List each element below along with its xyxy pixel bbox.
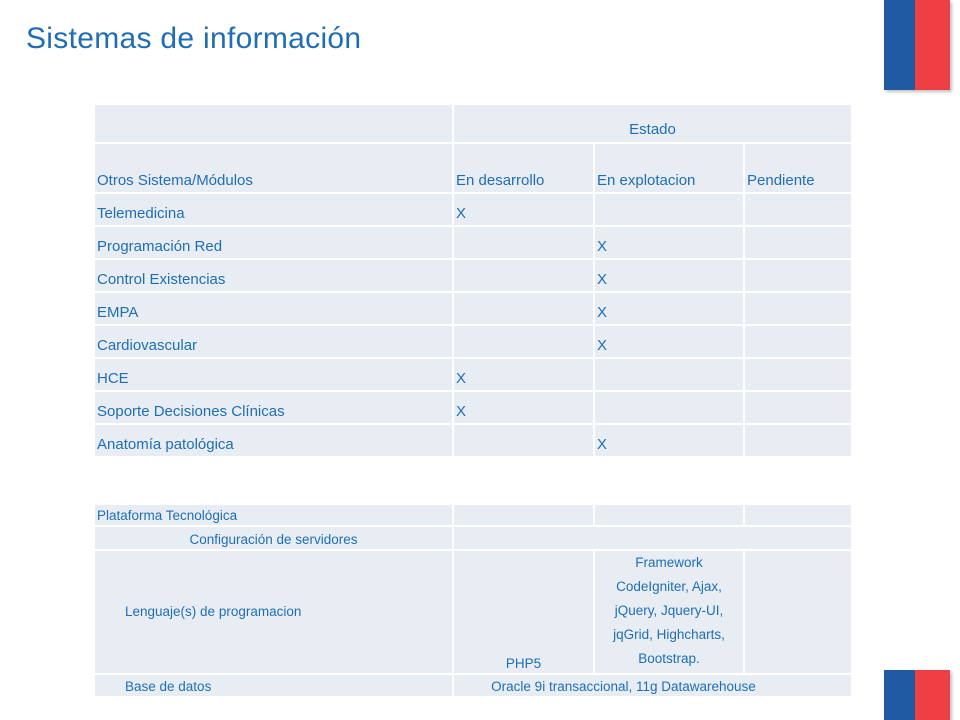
status-mark-cell: X xyxy=(594,424,744,457)
status-mark-cell xyxy=(453,424,594,457)
column-header: Otros Sistema/Módulos xyxy=(94,143,453,193)
estado-header: Estado xyxy=(453,104,852,143)
status-table-row xyxy=(94,325,852,358)
tech-header-row xyxy=(94,504,852,526)
status-mark-cell xyxy=(744,424,852,457)
framework-value: Framework CodeIgniter, Ajax, jQuery, Jquery-UI, jqGrid, Highcharts, Bootstrap. xyxy=(594,550,744,674)
database-row xyxy=(94,674,852,697)
empty-cell xyxy=(744,504,852,526)
database-value: Oracle 9i transaccional, 11g Datawarehouse xyxy=(453,674,852,697)
tech-platform-table xyxy=(93,503,853,698)
status-mark-cell xyxy=(744,391,852,424)
status-table-row xyxy=(94,424,852,457)
column-header: Pendiente xyxy=(744,143,852,193)
chile-flag-decoration-bottom xyxy=(884,670,950,720)
status-table-row xyxy=(94,391,852,424)
system-name-cell: Control Existencias xyxy=(94,259,453,292)
status-mark-cell xyxy=(744,193,852,226)
flag-blue-stripe xyxy=(884,670,915,720)
system-name-cell: Anatomía patológica xyxy=(94,424,453,457)
empty-header-cell xyxy=(94,104,453,143)
status-mark-cell: X xyxy=(594,259,744,292)
language-row xyxy=(94,550,852,674)
status-column-header-row xyxy=(94,143,852,193)
system-name-cell: Telemedicina xyxy=(94,193,453,226)
system-name-cell: Cardiovascular xyxy=(94,325,453,358)
status-mark-cell xyxy=(744,226,852,259)
empty-cell xyxy=(594,504,744,526)
system-name-cell: Programación Red xyxy=(94,226,453,259)
system-name-cell: HCE xyxy=(94,358,453,391)
empty-cell xyxy=(744,550,852,674)
slide-title: Sistemas de información xyxy=(26,22,362,55)
empty-cell xyxy=(453,504,594,526)
column-header: En explotacion xyxy=(594,143,744,193)
language-label: Lenguaje(s) de programacion xyxy=(94,550,453,674)
status-mark-cell xyxy=(594,358,744,391)
status-mark-cell xyxy=(744,358,852,391)
flag-red-stripe xyxy=(915,670,950,720)
status-mark-cell: X xyxy=(453,193,594,226)
status-mark-cell: X xyxy=(453,358,594,391)
status-mark-cell xyxy=(453,292,594,325)
status-mark-cell xyxy=(453,226,594,259)
status-mark-cell: X xyxy=(594,292,744,325)
status-table xyxy=(93,103,853,458)
status-table-row xyxy=(94,358,852,391)
status-mark-cell xyxy=(594,193,744,226)
chile-flag-decoration-top xyxy=(884,0,950,90)
status-group-header-row xyxy=(94,104,852,143)
status-table-row xyxy=(94,292,852,325)
status-table-row xyxy=(94,193,852,226)
system-name-cell: Soporte Decisiones Clínicas xyxy=(94,391,453,424)
status-mark-cell: X xyxy=(594,226,744,259)
config-row xyxy=(94,526,852,550)
database-label: Base de datos xyxy=(94,674,453,697)
empty-cell xyxy=(453,526,852,550)
flag-red-stripe xyxy=(915,0,950,90)
status-mark-cell: X xyxy=(594,325,744,358)
status-mark-cell xyxy=(453,259,594,292)
language-value: PHP5 xyxy=(453,550,594,674)
column-header: En desarrollo xyxy=(453,143,594,193)
status-mark-cell xyxy=(744,292,852,325)
status-table-row xyxy=(94,226,852,259)
status-mark-cell xyxy=(744,259,852,292)
status-mark-cell xyxy=(744,325,852,358)
system-name-cell: EMPA xyxy=(94,292,453,325)
status-table-row xyxy=(94,259,852,292)
status-mark-cell: X xyxy=(453,391,594,424)
status-mark-cell xyxy=(594,391,744,424)
config-label: Configuración de servidores xyxy=(94,526,453,550)
status-mark-cell xyxy=(453,325,594,358)
flag-blue-stripe xyxy=(884,0,915,90)
tech-header: Plataforma Tecnológica xyxy=(94,504,453,526)
